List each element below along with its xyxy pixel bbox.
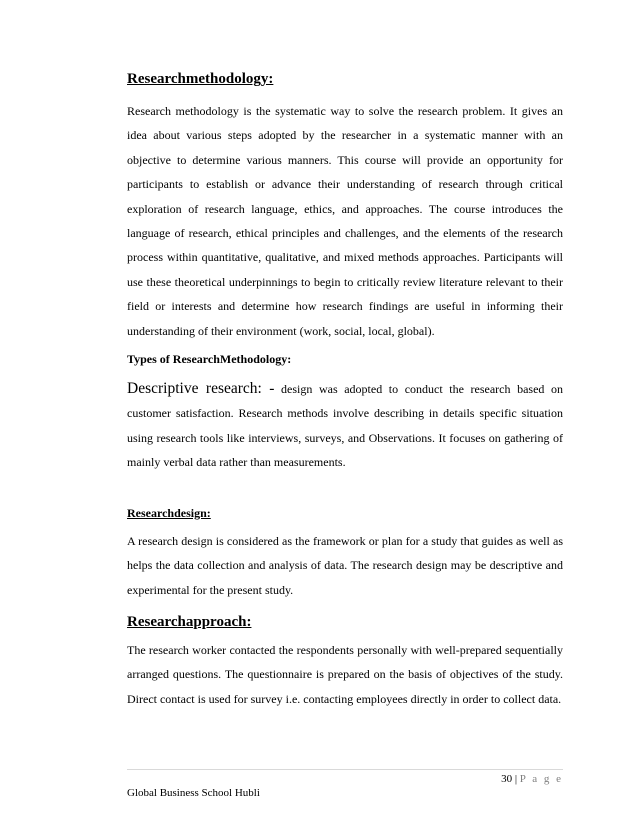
page-number (501, 772, 563, 786)
research-approach-paragraph: The research worker contacted the respondents personally with well-prepared sequentially arranged questions. The questionnaire is prepared on the basis of objectives of the study. Direct contact is used for survey i.e. contacting employees directly in order to collect data. (127, 642, 563, 706)
research-methodology-paragraph: Research methodology is the systematic way to solve the research problem. It gives an idea about various steps adopted by the researcher in a systematic manner with an objective to determine various manners. This course will provide an opportunity for participants to establish or advance their understanding of research through critical exploration of research language, ethics, and approaches. The course introduces the language of research, ethical principles and challenges, and the elements of the research process within quantitative, qualitative, and mixed methods approaches. Participants will use these theoretical underpinnings to begin to critically review literature relevant to their field or interests and determine how research findings are useful in informing their understanding of their environment (work, social, local, global). (127, 104, 563, 338)
types-heading: Types of ResearchMethodology: (127, 352, 292, 367)
research-approach-heading: Researchapproach: (127, 613, 252, 630)
page-number-value: 30 (501, 773, 513, 785)
research-design-paragraph: A research design is considered as the framework or plan for a study that guides as well as helps the data collection and analysis of data. The research design may be descriptive and experimental for the present study. (127, 533, 563, 597)
footer-divider (127, 769, 563, 770)
research-design-heading: Researchdesign: (127, 505, 211, 520)
page-content (127, 70, 563, 711)
page-label: P a g e (519, 773, 563, 785)
descriptive-research-body: design was adopted to conduct the research based on customer satisfaction. Research methods involve describing in details specific situation using research tools like interviews, surveys, and Observations. It focuses on gathering of mainly verbal data rather than measurements. (127, 382, 563, 470)
footer-institution: Global Business School Hubli (127, 787, 260, 799)
research-methodology-heading: Researchmethodology: (127, 71, 274, 87)
descriptive-research-paragraph (127, 377, 563, 475)
descriptive-research-lead: Descriptive research: - (127, 380, 275, 398)
page-number-separator: | (512, 773, 520, 785)
